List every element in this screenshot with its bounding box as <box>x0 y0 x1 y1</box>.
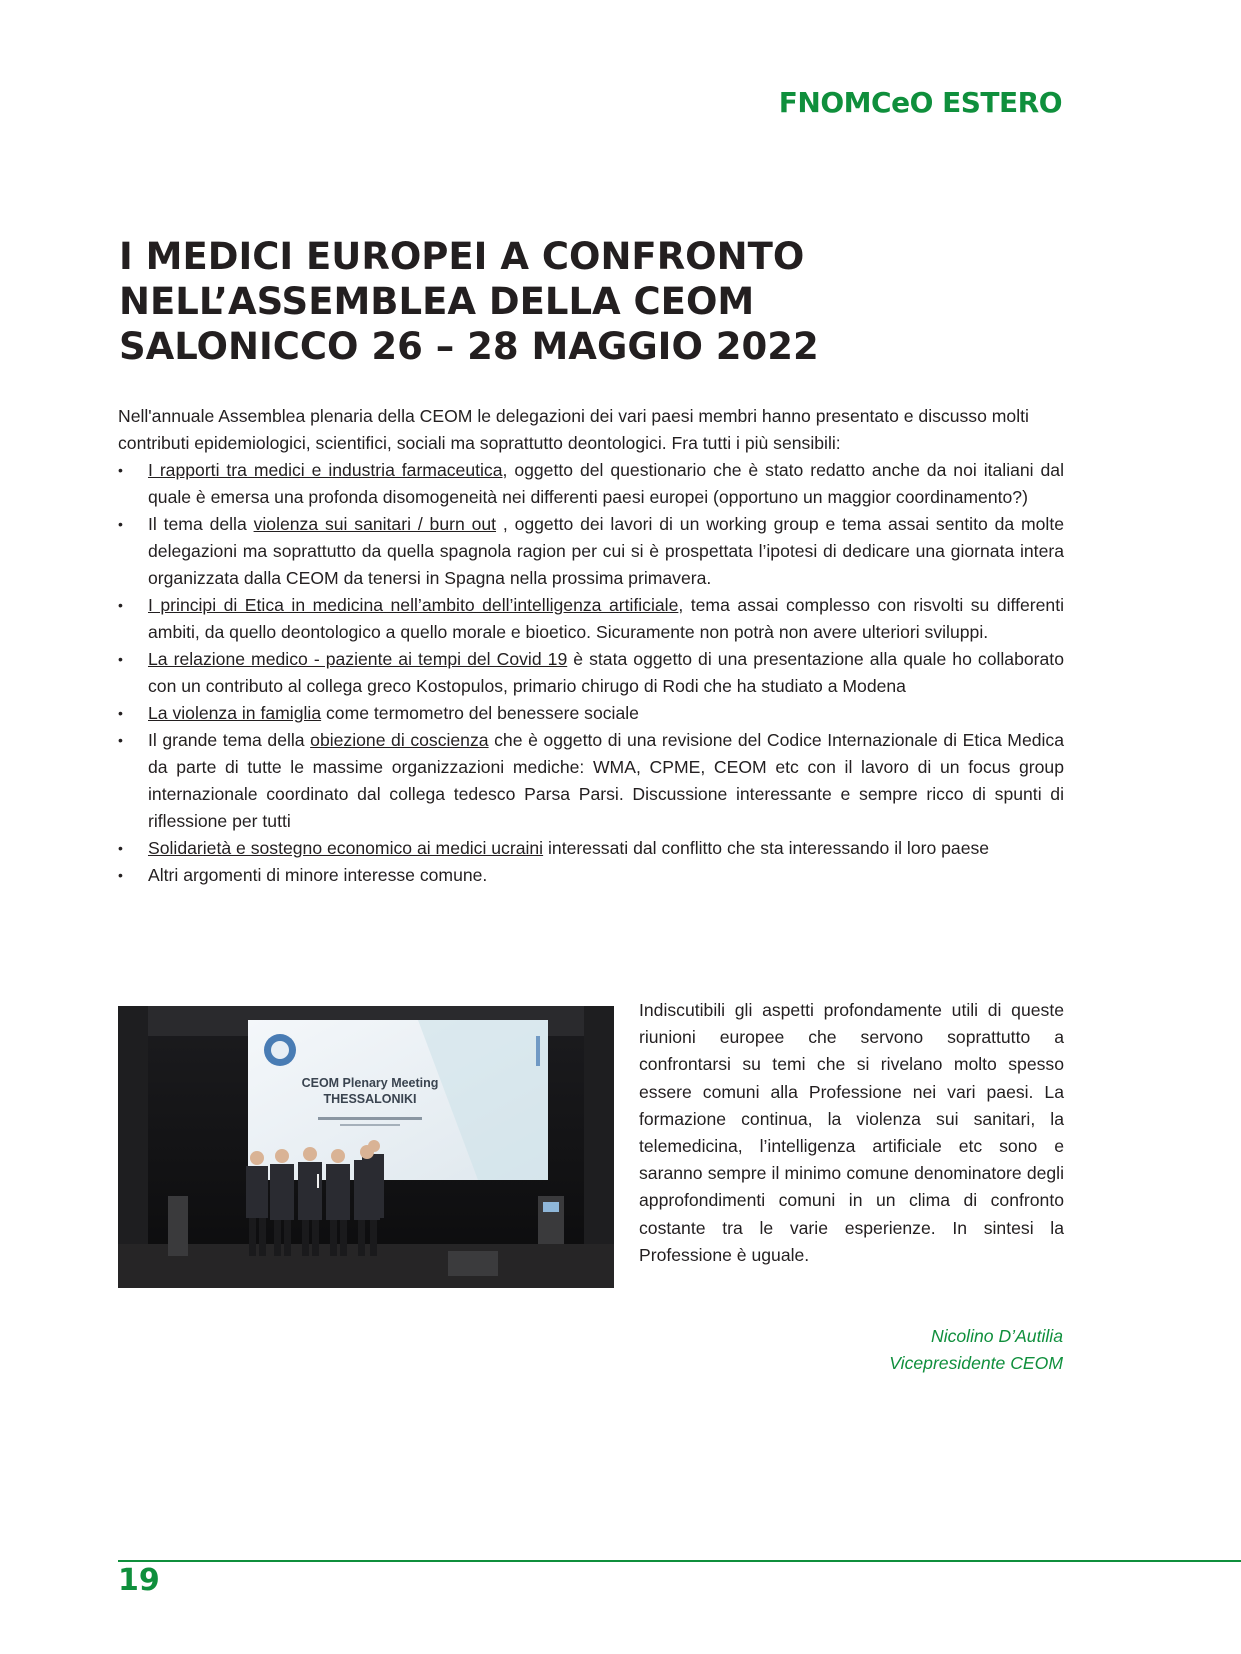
list-item <box>118 646 1064 700</box>
item-topic: I principi di Etica in medicina nell’ambito dell’intelligenza artificiale <box>148 595 679 615</box>
item-text: Altri argomenti di minore interesse comune. <box>148 865 488 885</box>
article-title <box>119 234 1119 369</box>
list-item <box>118 835 1064 862</box>
section-label: FNOMCeO ESTERO <box>778 86 1062 119</box>
closing-paragraph: Indiscutibili gli aspetti profondamente utili di queste riunioni europee che servono soprattutto a confrontarsi su temi che si rivelano molto spesso essere comuni alla Professione nei vari paesi. La formazione continua, la violenza sui sanitari, la telemedicina, l’intelligenza artificiale etc sono e saranno sempre il minimo comune denominatore degli approfondimenti comuni in un clima di confronto costante tra le varie esperienze. In sintesi la Professione è uguale. <box>639 1000 1064 1265</box>
item-topic: I rapporti tra medici e industria farmaceutica <box>148 460 503 480</box>
item-text: Il tema della <box>148 514 254 534</box>
item-topic: La relazione medico - paziente ai tempi del Covid 19 <box>148 649 568 669</box>
list-item <box>118 700 1064 727</box>
item-topic: obiezione di coscienza <box>310 730 489 750</box>
item-text: interessati dal conflitto che sta interessando il loro paese <box>543 838 990 858</box>
list-item <box>118 457 1064 511</box>
item-text: è stata oggetto di una presentazione alla quale ho collaborato con un contributo al collega greco Kostopulos, primario chirugo di Rodi che ha studiato a Modena <box>148 649 1064 696</box>
screen-text-line2: THESSALONIKI <box>323 1092 417 1106</box>
screen-text-line1: CEOM Plenary Meeting <box>301 1076 439 1090</box>
list-item <box>118 592 1064 646</box>
list-item <box>118 511 1064 592</box>
list-item <box>118 727 1064 835</box>
meeting-photo-illustration <box>118 1006 614 1288</box>
page-number: 19 <box>118 1563 160 1598</box>
author-signature <box>889 1323 1063 1377</box>
item-text: , oggetto dei lavori di un working group e tema assai sentito da molte delegazioni ma soprattutto da quella spagnola ragion per cui si è prospettata l’ipotesi di dedicare una giornata intera organizzata dalla CEOM da tenersi in Spagna nella prossima primavera. <box>148 514 1065 588</box>
item-text: , oggetto del questionario che è stato redatto anche da noi italiani dal quale è emersa una profonda disomogeneità nei differenti paesi europei (opportuno un maggior coordinamento?) <box>148 460 1064 507</box>
title-line: I MEDICI EUROPEI A CONFRONTO <box>119 235 805 278</box>
author-role: Vicepresidente CEOM <box>889 1353 1063 1373</box>
item-text: , tema assai complesso con risvolti su differenti ambiti, da quello deontologico a quello morale e bioetico. Sicuramente non potrà non avere ulteriori sviluppi. <box>148 595 1064 642</box>
item-text: come termometro del benessere sociale <box>321 703 639 723</box>
author-name: Nicolino D’Autilia <box>930 1326 1063 1346</box>
footer-divider <box>118 1560 1241 1562</box>
item-text: che è oggetto di una revisione del Codice Internazionale di Etica Medica da parte di tutte le massime organizzazioni mediche: WMA, CPME, CEOM etc con il lavoro di un focus group internazionale coordinato dal collega tedesco Parsa Parsi. Discussione interessante e sempre ricco di spunti di riflessione per tutti <box>148 730 1065 831</box>
meeting-photo <box>118 1006 614 1288</box>
title-line: SALONICCO 26 – 28 MAGGIO 2022 <box>119 325 819 368</box>
list-item <box>118 862 1064 889</box>
title-line: NELL’ASSEMBLEA DELLA CEOM <box>119 280 755 323</box>
item-topic: Solidarietà e sostegno economico ai medici ucraini <box>148 838 544 858</box>
topic-list <box>118 457 1064 889</box>
item-topic: La violenza in famiglia <box>148 703 322 723</box>
item-text: Il grande tema della <box>148 730 311 750</box>
intro-paragraph: Nell'annuale Assemblea plenaria della CEOM le delegazioni dei vari paesi membri hanno presentato e discusso molti contributi epidemiologici, scientifici, sociali ma soprattutto deontologici. Fra tutti i più sensibili: <box>118 406 1029 453</box>
item-topic: violenza sui sanitari / burn out <box>253 514 497 534</box>
